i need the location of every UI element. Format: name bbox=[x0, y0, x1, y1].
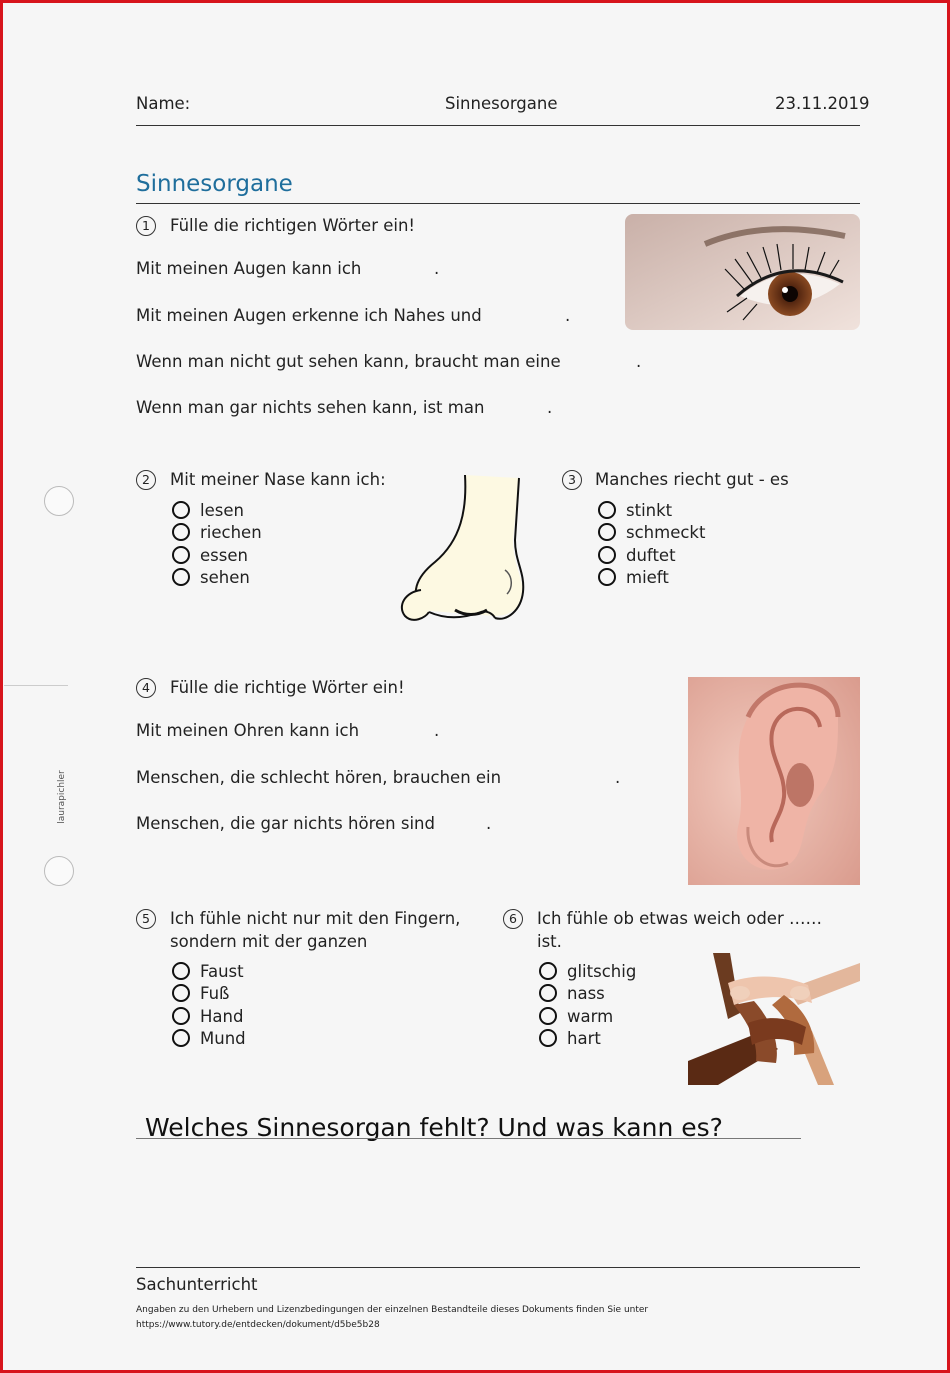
fold-mark bbox=[4, 685, 68, 686]
option-label: Fuß bbox=[200, 984, 230, 1003]
side-label: laurapichler bbox=[57, 770, 67, 824]
option-label: lesen bbox=[200, 501, 244, 520]
task5-question-line2: sondern mit der ganzen bbox=[170, 932, 368, 951]
task5-option-4[interactable] bbox=[172, 1029, 246, 1048]
task1-line-1: Mit meinen Augen kann ich bbox=[136, 259, 362, 278]
ear-image bbox=[688, 677, 860, 885]
radio-button[interactable] bbox=[172, 546, 190, 564]
task2-number: 2 bbox=[136, 470, 156, 490]
task2-option-3[interactable] bbox=[172, 546, 248, 565]
final-question-rule bbox=[136, 1138, 801, 1139]
option-label: schmeckt bbox=[626, 523, 706, 542]
radio-button[interactable] bbox=[172, 1029, 190, 1047]
name-label: Name: bbox=[136, 94, 191, 113]
option-label: essen bbox=[200, 546, 248, 565]
option-label: warm bbox=[567, 1007, 614, 1026]
punch-hole-bottom bbox=[44, 856, 74, 886]
header-date: 23.11.2019 bbox=[775, 94, 870, 113]
radio-button[interactable] bbox=[539, 1029, 557, 1047]
radio-button[interactable] bbox=[172, 501, 190, 519]
radio-button[interactable] bbox=[172, 962, 190, 980]
hands-image bbox=[688, 953, 860, 1085]
task2-option-4[interactable] bbox=[172, 568, 250, 587]
section-rule bbox=[136, 203, 860, 204]
footer-credit-line1: Angaben zu den Urhebern und Lizenzbedingungen der einzelnen Bestandteile dieses Dokuments finden Sie unter bbox=[136, 1305, 649, 1315]
radio-button[interactable] bbox=[172, 1007, 190, 1025]
radio-button[interactable] bbox=[598, 546, 616, 564]
task6-number: 6 bbox=[503, 909, 523, 929]
task1-line-4: Wenn man gar nichts sehen kann, ist man bbox=[136, 398, 485, 417]
footer-credit-line2: https://www.tutory.de/entdecken/dokument/d5be5b28 bbox=[136, 1320, 380, 1330]
task1-blank-end-3: . bbox=[636, 352, 642, 371]
task4-line-1: Mit meinen Ohren kann ich bbox=[136, 721, 360, 740]
option-label: Mund bbox=[200, 1029, 246, 1048]
task3-option-2[interactable] bbox=[598, 523, 705, 542]
task3-option-4[interactable] bbox=[598, 568, 669, 587]
radio-button[interactable] bbox=[539, 962, 557, 980]
option-label: sehen bbox=[200, 568, 250, 587]
option-label: duftet bbox=[626, 546, 676, 565]
option-label: Faust bbox=[200, 962, 244, 981]
header-rule bbox=[136, 125, 860, 126]
option-label: stinkt bbox=[626, 501, 673, 520]
radio-button[interactable] bbox=[539, 984, 557, 1002]
footer-subject: Sachunterricht bbox=[136, 1275, 258, 1294]
task4-blank-end-3: . bbox=[486, 814, 492, 833]
option-label: Hand bbox=[200, 1007, 244, 1026]
task4-instruction: Fülle die richtige Wörter ein! bbox=[170, 678, 405, 697]
task5-option-3[interactable] bbox=[172, 1007, 243, 1026]
task5-option-1[interactable] bbox=[172, 962, 244, 981]
nose-image bbox=[395, 470, 535, 630]
task4-number: 4 bbox=[136, 678, 156, 698]
task6-option-1[interactable] bbox=[539, 962, 636, 981]
task4-blank-end-1: . bbox=[434, 721, 440, 740]
task3-option-1[interactable] bbox=[598, 501, 672, 520]
eye-image bbox=[625, 214, 860, 330]
task2-option-2[interactable] bbox=[172, 523, 262, 542]
radio-button[interactable] bbox=[598, 523, 616, 541]
task6-option-2[interactable] bbox=[539, 984, 605, 1003]
task1-line-3: Wenn man nicht gut sehen kann, braucht man eine bbox=[136, 352, 561, 371]
task4-line-3: Menschen, die gar nichts hören sind bbox=[136, 814, 435, 833]
task5-number: 5 bbox=[136, 909, 156, 929]
radio-button[interactable] bbox=[172, 523, 190, 541]
option-label: mieft bbox=[626, 568, 669, 587]
task2-question: Mit meiner Nase kann ich: bbox=[170, 470, 386, 489]
task3-number: 3 bbox=[562, 470, 582, 490]
task1-blank-end-2: . bbox=[565, 306, 571, 325]
task4-line-2: Menschen, die schlecht hören, brauchen ein bbox=[136, 768, 502, 787]
task6-question-line1: Ich fühle ob etwas weich oder …… bbox=[537, 909, 822, 928]
header-title: Sinnesorgane bbox=[445, 94, 558, 113]
option-label: riechen bbox=[200, 523, 262, 542]
punch-hole-top bbox=[44, 486, 74, 516]
task6-question-line2: ist. bbox=[537, 932, 562, 951]
option-label: nass bbox=[567, 984, 605, 1003]
radio-button[interactable] bbox=[598, 501, 616, 519]
radio-button[interactable] bbox=[172, 568, 190, 586]
task2-option-1[interactable] bbox=[172, 501, 244, 520]
radio-button[interactable] bbox=[598, 568, 616, 586]
task1-line-2: Mit meinen Augen erkenne ich Nahes und bbox=[136, 306, 482, 325]
option-label: hart bbox=[567, 1029, 601, 1048]
option-label: glitschig bbox=[567, 962, 637, 981]
task6-option-4[interactable] bbox=[539, 1029, 601, 1048]
footer-rule bbox=[136, 1267, 860, 1268]
task4-blank-end-2: . bbox=[615, 768, 621, 787]
task1-blank-end-4: . bbox=[547, 398, 553, 417]
task3-option-3[interactable] bbox=[598, 546, 676, 565]
task1-instruction: Fülle die richtigen Wörter ein! bbox=[170, 216, 416, 235]
task1-blank-end-1: . bbox=[434, 259, 440, 278]
task6-option-3[interactable] bbox=[539, 1007, 613, 1026]
task5-question-line1: Ich fühle nicht nur mit den Fingern, bbox=[170, 909, 461, 928]
task5-option-2[interactable] bbox=[172, 984, 229, 1003]
section-title: Sinnesorgane bbox=[136, 171, 293, 197]
radio-button[interactable] bbox=[172, 984, 190, 1002]
task1-number: 1 bbox=[136, 216, 156, 236]
final-question: Welches Sinnesorgan fehlt? Und was kann es? bbox=[145, 1113, 723, 1142]
radio-button[interactable] bbox=[539, 1007, 557, 1025]
task3-question: Manches riecht gut - es bbox=[595, 470, 789, 489]
